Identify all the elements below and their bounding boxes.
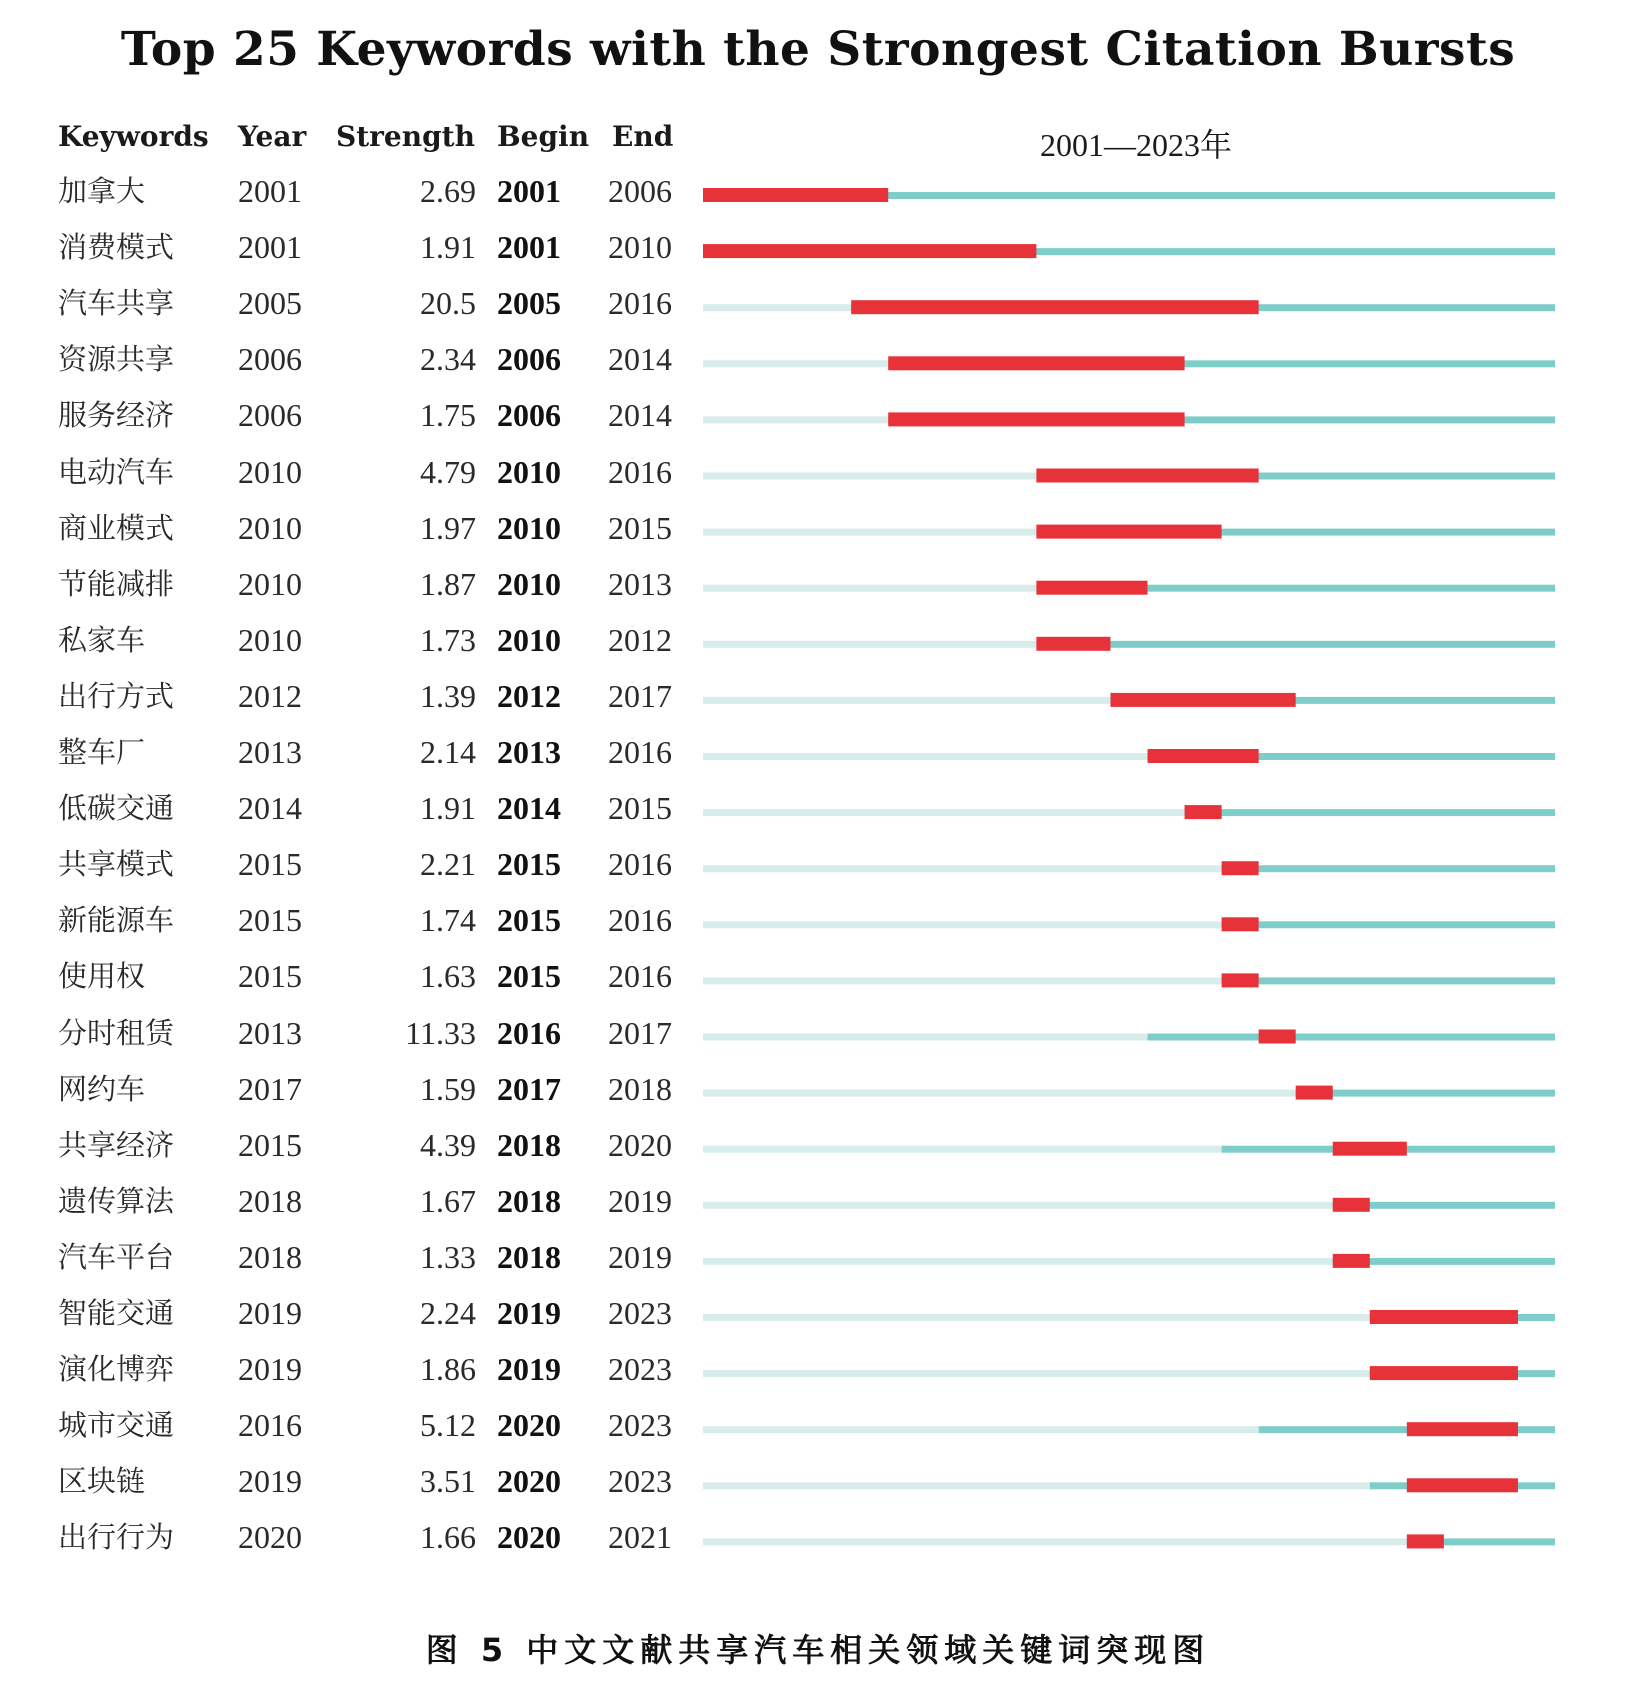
begin-cell: 2014 [497,790,561,827]
end-cell: 2019 [608,1238,672,1275]
begin-cell: 2019 [497,1295,561,1331]
begin-cell: 2010 [497,453,561,490]
begin-cell: 2015 [497,902,561,939]
begin-cell: 2017 [497,1070,561,1107]
end-cell: 2014 [608,341,672,378]
begin-cell: 2020 [497,1407,561,1444]
strength-cell: 1.73 [420,621,476,658]
strength-cell: 1.74 [420,902,476,939]
year-cell: 2015 [238,846,302,883]
strength-cell: 1.33 [420,1238,476,1275]
begin-cell: 2010 [497,621,561,658]
end-cell: 2017 [608,677,672,714]
keyword-cell: 加拿大 [58,174,146,208]
end-cell: 2013 [608,565,672,602]
year-cell: 2015 [238,902,302,939]
keyword-cell: 服务经济 [58,398,175,433]
end-cell: 2019 [608,1182,672,1219]
end-cell: 2023 [608,1407,672,1444]
begin-cell: 2018 [497,1238,561,1275]
begin-cell: 2006 [497,397,561,434]
begin-cell: 2015 [497,846,561,883]
begin-cell: 2010 [497,509,561,546]
year-cell: 2016 [238,1407,302,1444]
keyword-cell: 共享模式 [58,847,175,882]
end-cell: 2018 [608,1070,672,1107]
column-header-strength: Strength [336,120,475,153]
year-cell: 2010 [238,565,302,602]
strength-cell: 1.91 [420,229,476,266]
year-cell: 2019 [238,1463,302,1500]
strength-cell: 1.87 [420,565,476,602]
year-cell: 2019 [238,1295,302,1331]
begin-cell: 2018 [497,1182,561,1219]
year-cell: 2018 [238,1182,302,1219]
end-cell: 2016 [608,453,672,490]
keyword-cell: 演化博弈 [58,1352,175,1387]
end-cell: 2014 [608,397,672,434]
end-cell: 2016 [608,902,672,939]
keyword-cell: 整车厂 [58,735,146,769]
keyword-cell: 新能源车 [58,903,175,938]
end-cell: 2015 [608,790,672,827]
keyword-cell: 使用权 [58,959,146,994]
keyword-cell: 网约车 [58,1071,146,1106]
keyword-cell: 汽车共享 [58,286,175,321]
end-cell: 2016 [608,285,672,322]
begin-cell: 2005 [497,285,561,322]
end-cell: 2023 [608,1351,672,1388]
strength-cell: 4.39 [420,1126,476,1163]
chart-title: Top 25 Keywords with the Strongest Citation Bursts [120,22,1516,77]
strength-cell: 4.79 [420,453,476,490]
strength-cell: 1.63 [420,958,476,995]
strength-cell: 1.59 [420,1070,476,1107]
strength-cell: 2.34 [420,341,476,378]
begin-cell: 2018 [497,1126,561,1163]
strength-cell: 2.21 [420,846,476,883]
keyword-cell: 电动汽车 [58,454,175,489]
keyword-cell: 城市交通 [58,1408,175,1443]
year-cell: 2005 [238,285,302,322]
strength-cell: 1.91 [420,790,476,827]
year-cell: 2012 [238,677,302,714]
end-cell: 2010 [608,229,672,266]
keyword-cell: 汽车平台 [58,1239,175,1274]
begin-cell: 2001 [497,229,561,266]
begin-cell: 2013 [497,734,561,770]
column-header-year: Year [238,120,307,153]
end-cell: 2006 [608,173,672,209]
year-cell: 2013 [238,734,302,770]
keyword-cell: 遗传算法 [58,1183,175,1218]
end-cell: 2012 [608,621,672,658]
keyword-cell: 出行方式 [58,678,175,713]
year-cell: 2010 [238,621,302,658]
column-header-keywords: Keywords [58,120,209,153]
strength-cell: 11.33 [405,1014,476,1051]
begin-cell: 2019 [497,1351,561,1388]
end-cell: 2017 [608,1014,672,1051]
keyword-cell: 区块链 [58,1464,146,1499]
year-cell: 2018 [238,1238,302,1275]
keyword-cell: 消费模式 [58,230,175,265]
begin-cell: 2006 [497,341,561,378]
keyword-cell: 分时租赁 [58,1015,175,1050]
year-cell: 2014 [238,790,302,827]
year-cell: 2010 [238,453,302,490]
timeline-range-label: 2001—2023年 [1040,127,1233,163]
strength-cell: 20.5 [420,285,476,322]
strength-cell: 2.14 [420,734,476,770]
end-cell: 2016 [608,846,672,883]
end-cell: 2016 [608,734,672,770]
strength-cell: 1.97 [420,509,476,546]
end-cell: 2015 [608,509,672,546]
year-cell: 2006 [238,341,302,378]
year-cell: 2010 [238,509,302,546]
column-header-begin: Begin [497,120,590,153]
keyword-cell: 节能减排 [58,566,175,601]
year-cell: 2020 [238,1519,302,1556]
end-cell: 2016 [608,958,672,995]
strength-cell: 1.75 [420,397,476,434]
keyword-cell: 智能交通 [58,1296,175,1330]
end-cell: 2023 [608,1295,672,1331]
year-cell: 2017 [238,1070,302,1107]
begin-cell: 2020 [497,1519,561,1556]
figure-caption: 图 5 中文文献共享汽车相关领域关键词突现图 [425,1631,1211,1669]
begin-cell: 2010 [497,565,561,602]
strength-cell: 1.39 [420,677,476,714]
keyword-cell: 资源共享 [58,342,175,377]
year-cell: 2015 [238,958,302,995]
keyword-cell: 商业模式 [58,510,175,545]
begin-cell: 2016 [497,1014,561,1051]
keyword-cell: 低碳交通 [58,791,175,826]
year-cell: 2001 [238,229,302,266]
keyword-cell: 出行行为 [58,1520,175,1555]
begin-cell: 2001 [497,173,561,209]
year-cell: 2015 [238,1126,302,1163]
begin-cell: 2020 [497,1463,561,1500]
strength-cell: 3.51 [420,1463,476,1500]
end-cell: 2020 [608,1126,672,1163]
begin-cell: 2012 [497,677,561,714]
year-cell: 2006 [238,397,302,434]
strength-cell: 1.67 [420,1182,476,1219]
strength-cell: 1.86 [420,1351,476,1388]
strength-cell: 2.24 [420,1295,476,1331]
end-cell: 2023 [608,1463,672,1500]
year-cell: 2001 [238,173,302,209]
keyword-cell: 私家车 [58,622,146,657]
strength-cell: 1.66 [420,1519,476,1556]
year-cell: 2019 [238,1351,302,1388]
end-cell: 2021 [608,1519,672,1556]
strength-cell: 5.12 [420,1407,476,1444]
keyword-cell: 共享经济 [58,1127,175,1162]
begin-cell: 2015 [497,958,561,995]
year-cell: 2013 [238,1014,302,1051]
column-header-end: End [612,120,674,153]
strength-cell: 2.69 [420,173,476,209]
